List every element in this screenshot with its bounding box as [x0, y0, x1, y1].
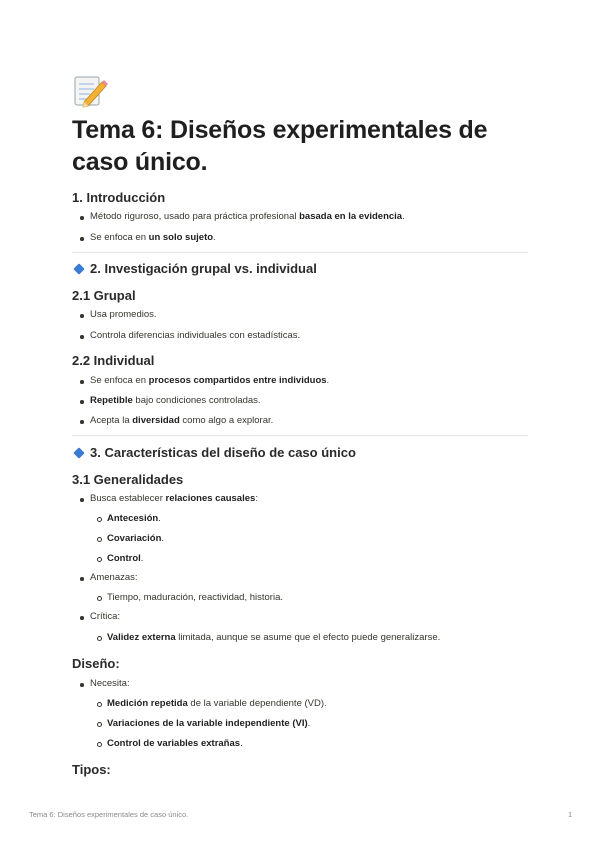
heading-tipos: Tipos:	[72, 762, 111, 777]
bullet	[80, 577, 84, 581]
subsection-heading-grupal: 2.1 Grupal	[72, 288, 136, 303]
sub-bullet	[97, 702, 102, 707]
bullet	[80, 216, 84, 220]
list-item: Amenazas:	[90, 572, 138, 583]
list-item: Se enfoca en un solo sujeto.	[90, 232, 216, 243]
section-heading-investigacion: 2. Investigación grupal vs. individual	[72, 261, 317, 276]
sub-list-item: Variaciones de la variable independiente (VI).	[107, 718, 311, 729]
blue-diamond-icon	[73, 263, 84, 274]
bullet	[80, 420, 84, 424]
list-item: Método riguroso, usado para práctica profesional basada en la evidencia.	[90, 211, 405, 222]
heading-diseno: Diseño:	[72, 656, 120, 671]
bullet	[80, 335, 84, 339]
section-heading-caracteristicas: 3. Características del diseño de caso único	[72, 445, 356, 460]
page-number: 1	[568, 810, 573, 819]
divider	[72, 252, 528, 253]
bullet	[80, 314, 84, 318]
list-item: Repetible bajo condiciones controladas.	[90, 395, 261, 406]
bullet	[80, 400, 84, 404]
list-item: Controla diferencias individuales con estadísticas.	[90, 330, 301, 341]
subsection-heading-individual: 2.2 Individual	[72, 353, 155, 368]
sub-bullet	[97, 636, 102, 641]
bullet	[80, 380, 84, 384]
sub-list-item: Control de variables extrañas.	[107, 738, 243, 749]
divider	[72, 435, 528, 436]
footer-title: Tema 6: Diseños experimentales de caso único.	[29, 810, 189, 819]
sub-list-item: Validez externa limitada, aunque se asume que el efecto puede generalizarse.	[107, 632, 441, 643]
sub-bullet	[97, 742, 102, 747]
sub-bullet	[97, 537, 102, 542]
sub-list-item: Antecesión.	[107, 513, 161, 524]
subsection-heading-generalidades: 3.1 Generalidades	[72, 472, 184, 487]
sub-list-item: Covariación.	[107, 533, 165, 544]
list-item: Busca establecer relaciones causales:	[90, 493, 258, 504]
bullet	[80, 683, 84, 687]
bullet	[80, 498, 84, 502]
sub-bullet	[97, 722, 102, 727]
list-item: Crítica:	[90, 611, 121, 622]
section-heading-introduccion: 1. Introducción	[72, 190, 166, 205]
list-item: Se enfoca en procesos compartidos entre individuos.	[90, 375, 330, 386]
sub-list-item: Medición repetida de la variable dependiente (VD).	[107, 698, 327, 709]
blue-diamond-icon	[73, 447, 84, 458]
bullet	[80, 237, 84, 241]
bullet	[80, 616, 84, 620]
sub-list-item: Tiempo, maduración, reactividad, historia.	[107, 592, 284, 603]
sub-bullet	[97, 596, 102, 601]
memo-pencil-icon	[72, 72, 108, 108]
list-item: Necesita:	[90, 678, 130, 689]
list-item: Usa promedios.	[90, 309, 157, 320]
page-title: Tema 6: Diseños experimentales de caso único.	[72, 116, 488, 176]
sub-bullet	[97, 517, 102, 522]
sub-list-item: Control.	[107, 553, 144, 564]
sub-bullet	[97, 557, 102, 562]
list-item: Acepta la diversidad como algo a explorar.	[90, 415, 274, 426]
